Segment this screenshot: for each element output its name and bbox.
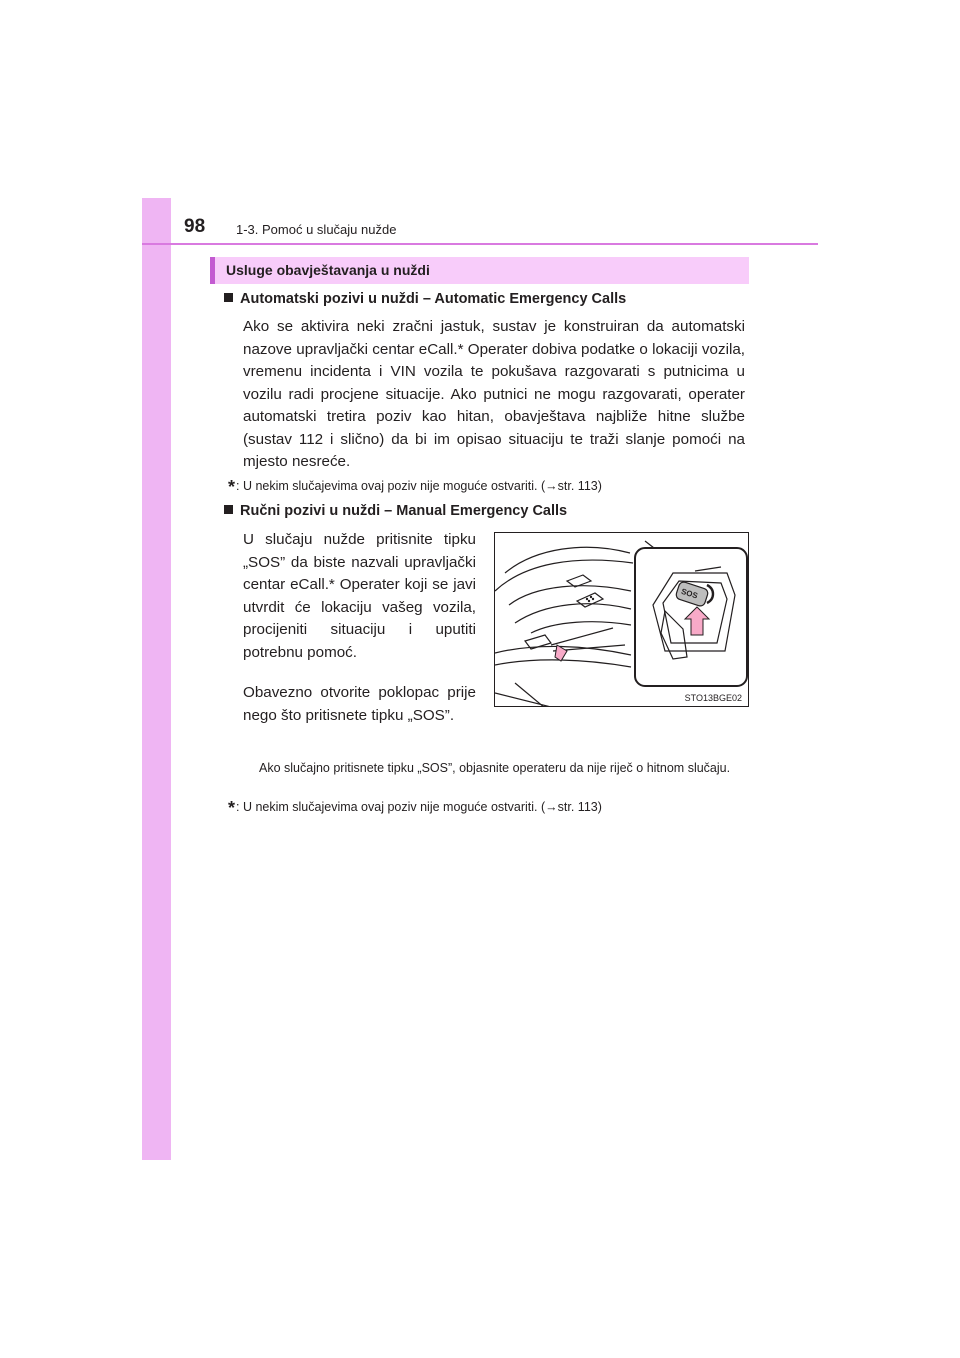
section-title: Usluge obavještavanja u nuždi — [226, 262, 430, 278]
accidental-press-note: Ako slučajno pritisnete tipku „SOS”, objasnite operateru da nije riječ o hitnom slučaju. — [259, 761, 731, 775]
section-title-bar — [210, 257, 215, 284]
manual-calls-body-2: Obavezno otvorite poklopac prije nego što pritisnete tipku „SOS”. — [243, 684, 476, 724]
overhead-console-drawing — [495, 533, 749, 707]
manual-calls-heading-text: Ručni pozivi u nuždi – Manual Emergency Calls — [240, 503, 568, 519]
sos-button-label: SOS — [679, 586, 699, 601]
manual-calls-footnote-text: : U nekim slučajevima ovaj poziv nije moguće ostvariti. (→str. 113) — [236, 800, 602, 814]
automatic-calls-footnote — [228, 477, 602, 498]
section-title-box — [210, 257, 749, 284]
automatic-calls-body: Ako se aktivira neki zračni jastuk, sustav je konstruiran da automatski nazove upravljački centar eCall.* Operater dobiva podatke o lokaciji vozila, vremenu incidenta i VIN vozila te pokušava razgovarati s putnicima u vozilu radi procjene situacije. Ako putnici ne mogu razgovarati, operater automatski tretira poziv kao hitan, obavještava najbliže hitne službe (sustav 112 i slično) da bi im opisao situaciju te traži slanje pomoći na mjesto nesreće. — [243, 318, 745, 470]
automatic-calls-heading-text: Automatski pozivi u nuždi – Automatic Emergency Calls — [240, 291, 627, 307]
manual-calls-footnote — [228, 798, 602, 819]
footnote-star: * — [228, 477, 236, 497]
automatic-calls-heading — [224, 291, 626, 307]
header-rule — [142, 243, 818, 245]
manual-calls-body-1: U slučaju nužde pritisnite tipku „SOS” da biste nazvali upravljački centar eCall.* Operater koji se javi utvrdit će lokaciju vašeg vozila, procijeniti situaciju i uputiti potrebnu pomoć. — [243, 531, 476, 661]
bullet-square-icon — [224, 505, 233, 514]
side-tab-band — [142, 198, 171, 1160]
sos-button-illustration — [494, 532, 749, 707]
page-number: 98 — [184, 216, 206, 237]
automatic-calls-footnote-text: : U nekim slučajevima ovaj poziv nije moguće ostvariti. (→str. 113) — [236, 479, 602, 493]
bullet-square-icon — [224, 293, 233, 302]
running-head: 1-3. Pomoć u slučaju nužde — [236, 222, 397, 237]
footnote-star: * — [228, 798, 236, 818]
manual-calls-heading — [224, 503, 567, 519]
figure-code: STO13BGE02 — [684, 693, 742, 703]
